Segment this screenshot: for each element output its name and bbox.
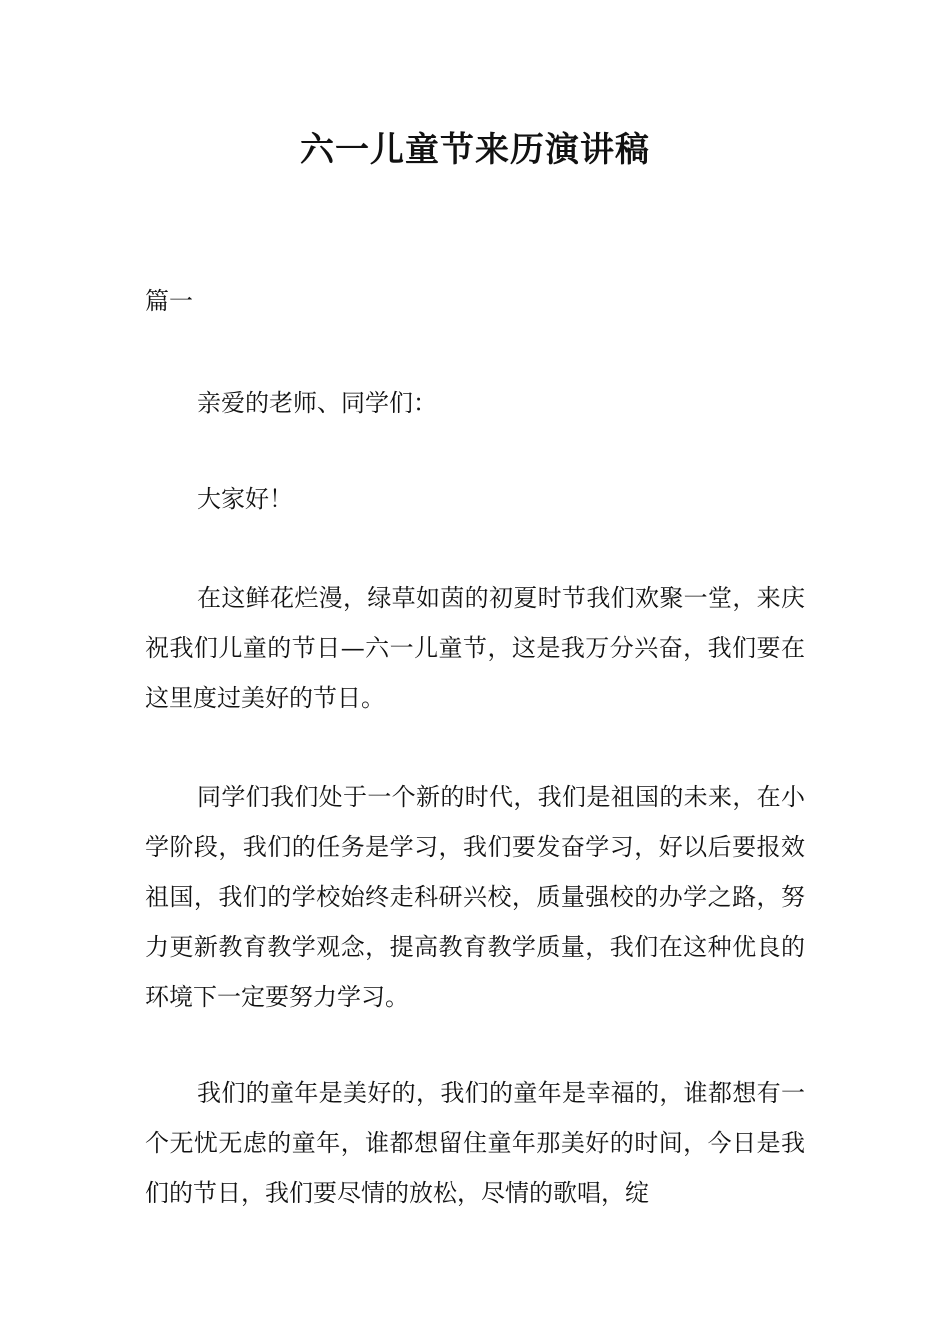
document-title: 六一儿童节来历演讲稿 <box>300 130 650 170</box>
greeting-line: 亲爱的老师、同学们： <box>197 389 437 417</box>
paragraph-2: 同学们我们处于一个新的时代，我们是祖国的未来，在小学阶段，我们的任务是学习，我们要发奋学习，好以后要报效祖国，我们的学校始终走科研兴校，质量强校的办学之路，努力更新教育教学观念，提高教育教学质量，我们在这种优良的环境下一定要努力学习。 <box>145 783 805 1011</box>
paragraph-3: 我们的童年是美好的，我们的童年是幸福的，谁都想有一个无忧无虑的童年，谁都想留住童年那美好的时间，今日是我们的节日，我们要尽情的放松，尽情的歌唱，绽 <box>145 1079 805 1207</box>
section-label: 篇一 <box>145 287 193 315</box>
hello-line: 大家好！ <box>197 485 293 513</box>
paragraph-1: 在这鲜花烂漫，绿草如茵的初夏时节我们欢聚一堂，来庆祝我们儿童的节日—六一儿童节，这是我万分兴奋，我们要在这里度过美好的节日。 <box>145 584 805 712</box>
